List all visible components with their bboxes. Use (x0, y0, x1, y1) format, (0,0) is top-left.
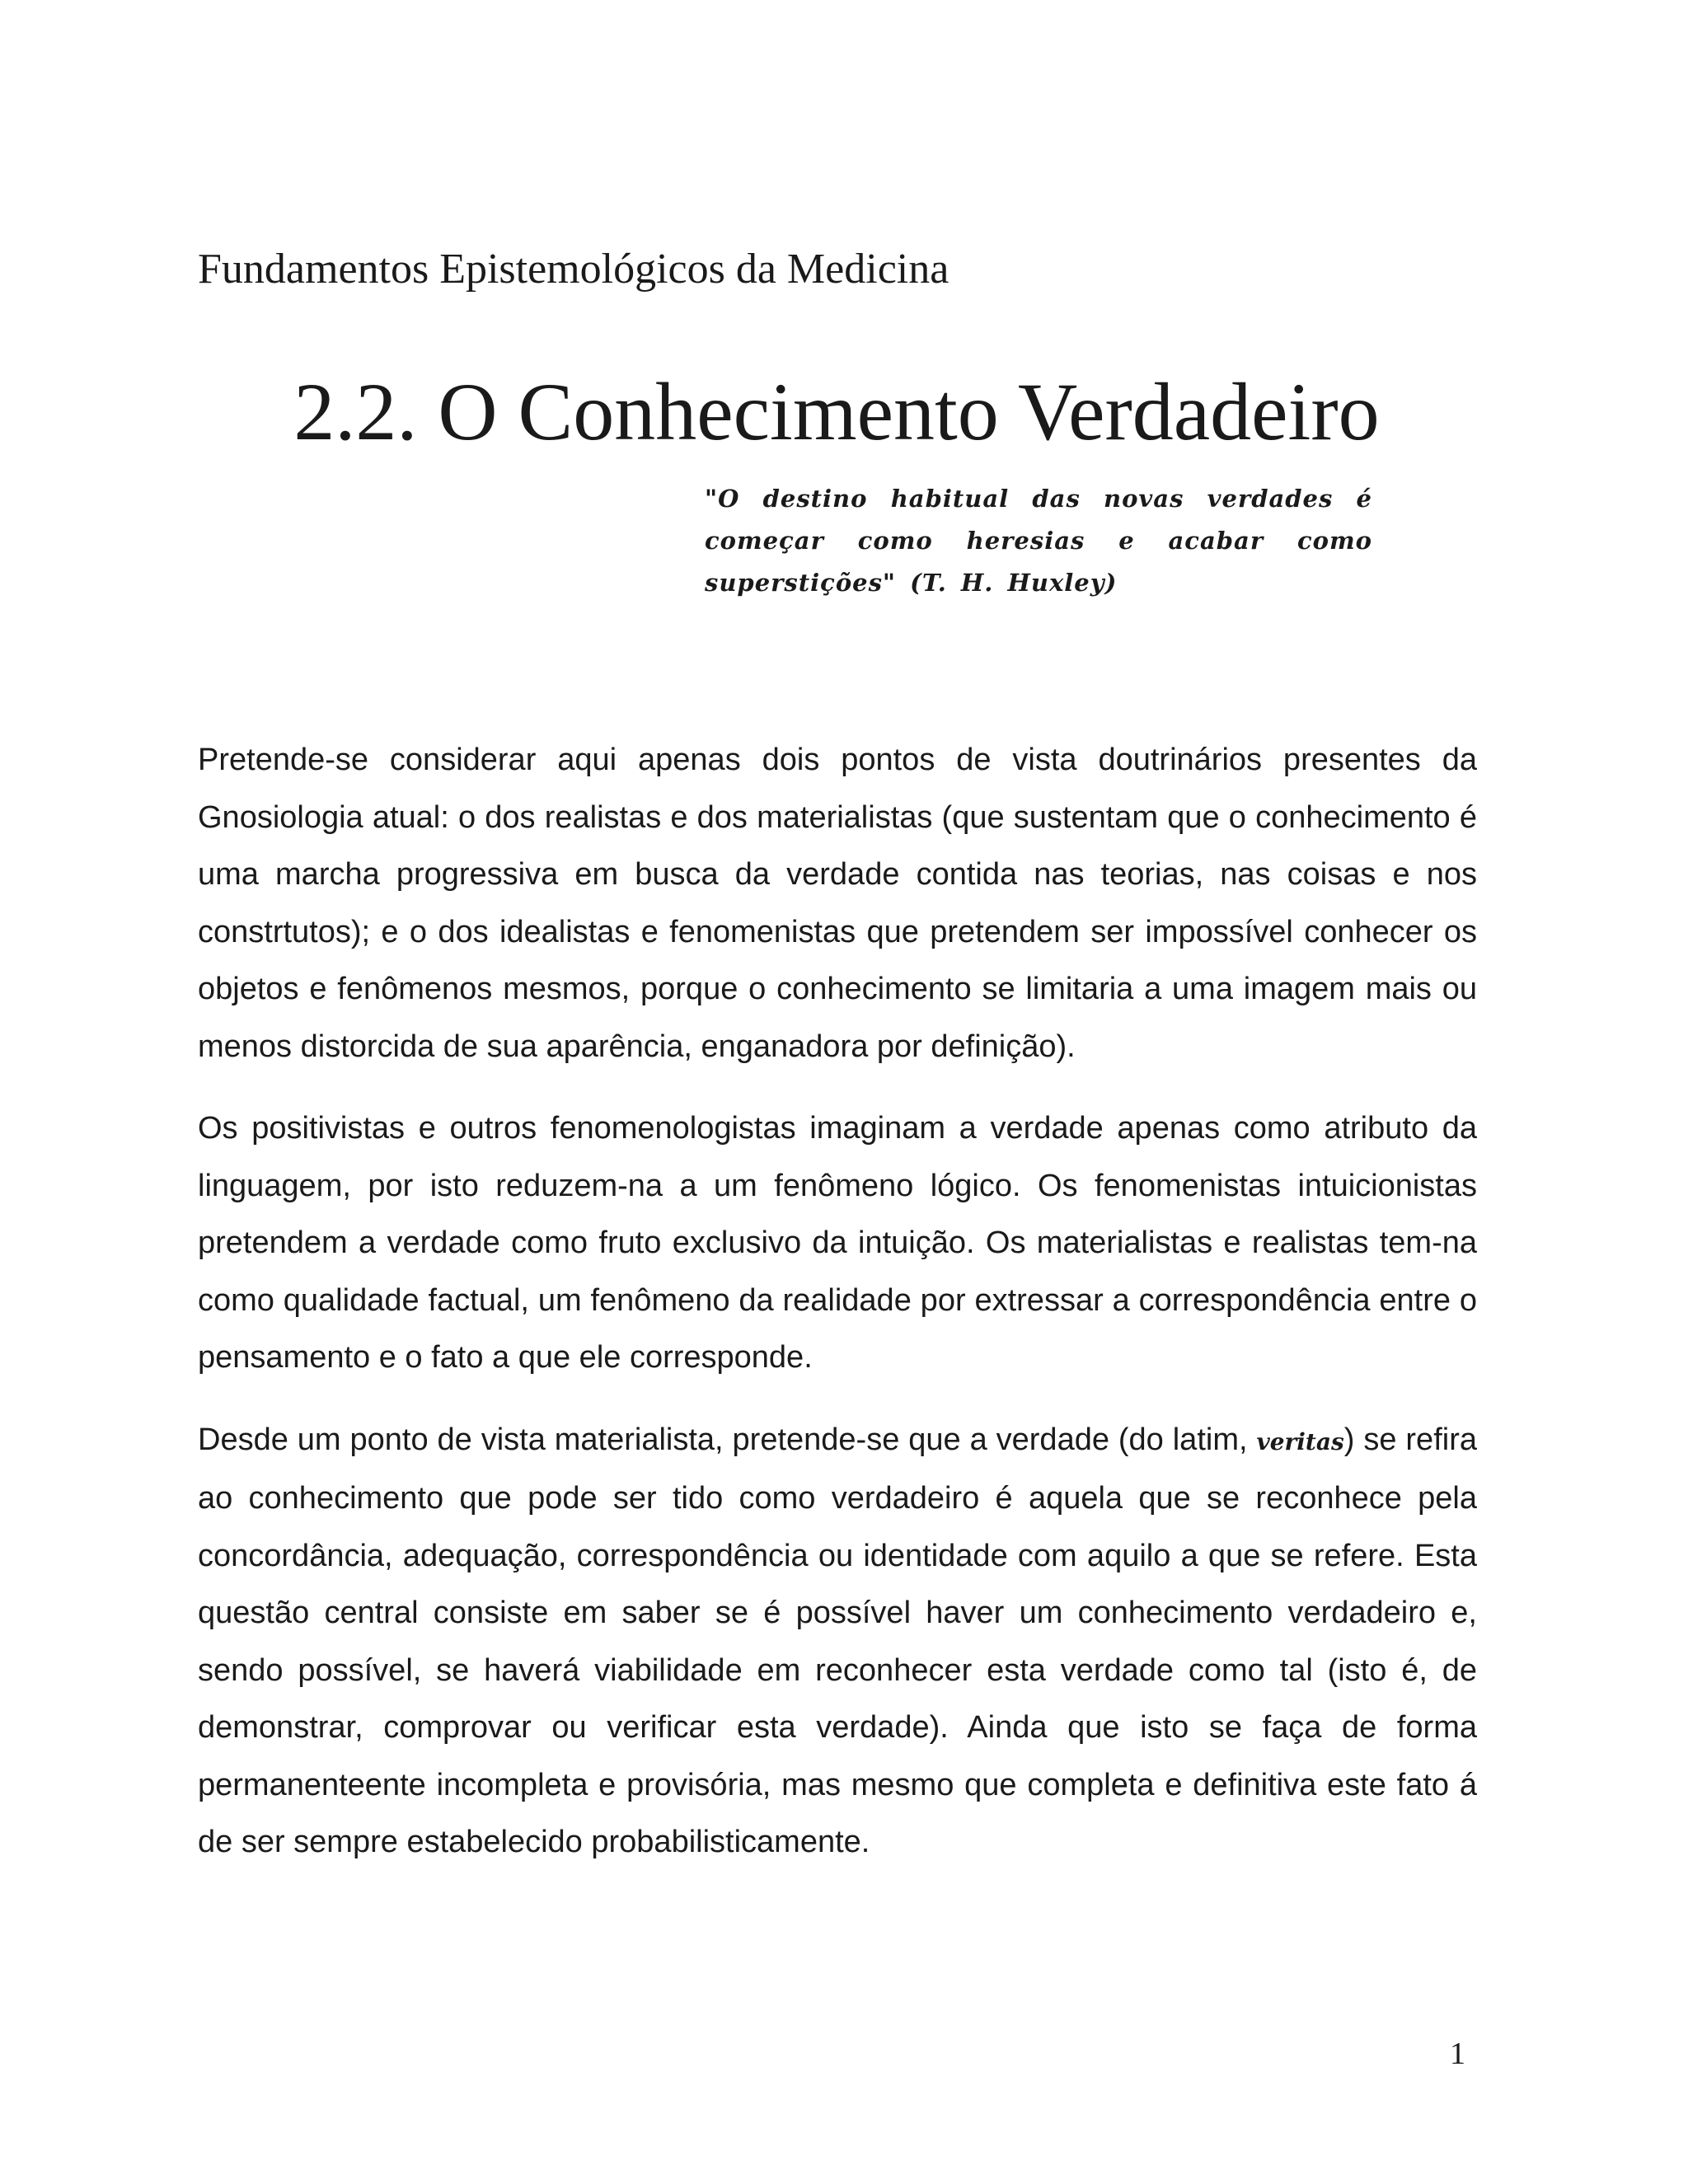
paragraph-3-text-before: Desde um ponto de vista materialista, pretende-se que a verdade (do latim, (198, 1422, 1257, 1457)
paragraph-3 (198, 1412, 1477, 1872)
epigraph-quote: "O destino habitual das novas verdades é começar como heresias e acabar como superstições" (T. H. Huxley) (705, 485, 1372, 597)
running-header: Fundamentos Epistemológicos da Medicina (198, 246, 950, 293)
paragraph-1: Pretende-se considerar aqui apenas dois pontos de vista doutrinários presentes da Gnosiologia atual: o dos realistas e dos materialistas (que sustentam que o conhecimento é uma marcha progressiva em busca da verdade contida nas teorias, nas coisas e nos constrtutos); e o dos idealistas e fenomenistas que pretendem ser impossível conhecer os objetos e fenômenos mesmos, porque o conhecimento se limitaria a uma imagem mais ou menos distorcida de sua aparência, enganadora por definição). (198, 743, 1477, 1064)
body-text (198, 732, 1477, 1896)
chapter-title: 2.2. O Conhecimento Verdadeiro (293, 366, 1380, 457)
page-number: 1 (1450, 2036, 1465, 2071)
latin-term-veritas: veritas (1256, 1427, 1344, 1455)
paragraph-2: Os positivistas e outros fenomenologistas imaginam a verdade apenas como atributo da linguagem, por isto reduzem-na a um fenômeno lógico. Os fenomenistas intuicionistas pretendem a verdade como fruto exclusivo da intuição. Os materialistas e realistas tem-na como qualidade factual, um fenômeno da realidade por extressar a correspondência entre o pensamento e o fato a que ele corresponde. (198, 1111, 1477, 1375)
paragraph-3-text-after: ) se refira ao conhecimento que pode ser tido como verdadeiro é aquela que se reconhece pela concordância, adequação, correspondência ou identidade com aquilo a que se refere. Esta questão central consiste em saber se é possível haver um conhecimento verdadeiro e, sendo possível, se haverá viabilidade em reconhecer esta verdade como tal (isto é, de demonstrar, comprovar ou verificar esta verdade). Ainda que isto se faça de forma permanenteente incompleta e provisória, mas mesmo que completa e definitiva este fato á de ser sempre estabelecido probabilisticamente. (198, 1422, 1477, 1859)
